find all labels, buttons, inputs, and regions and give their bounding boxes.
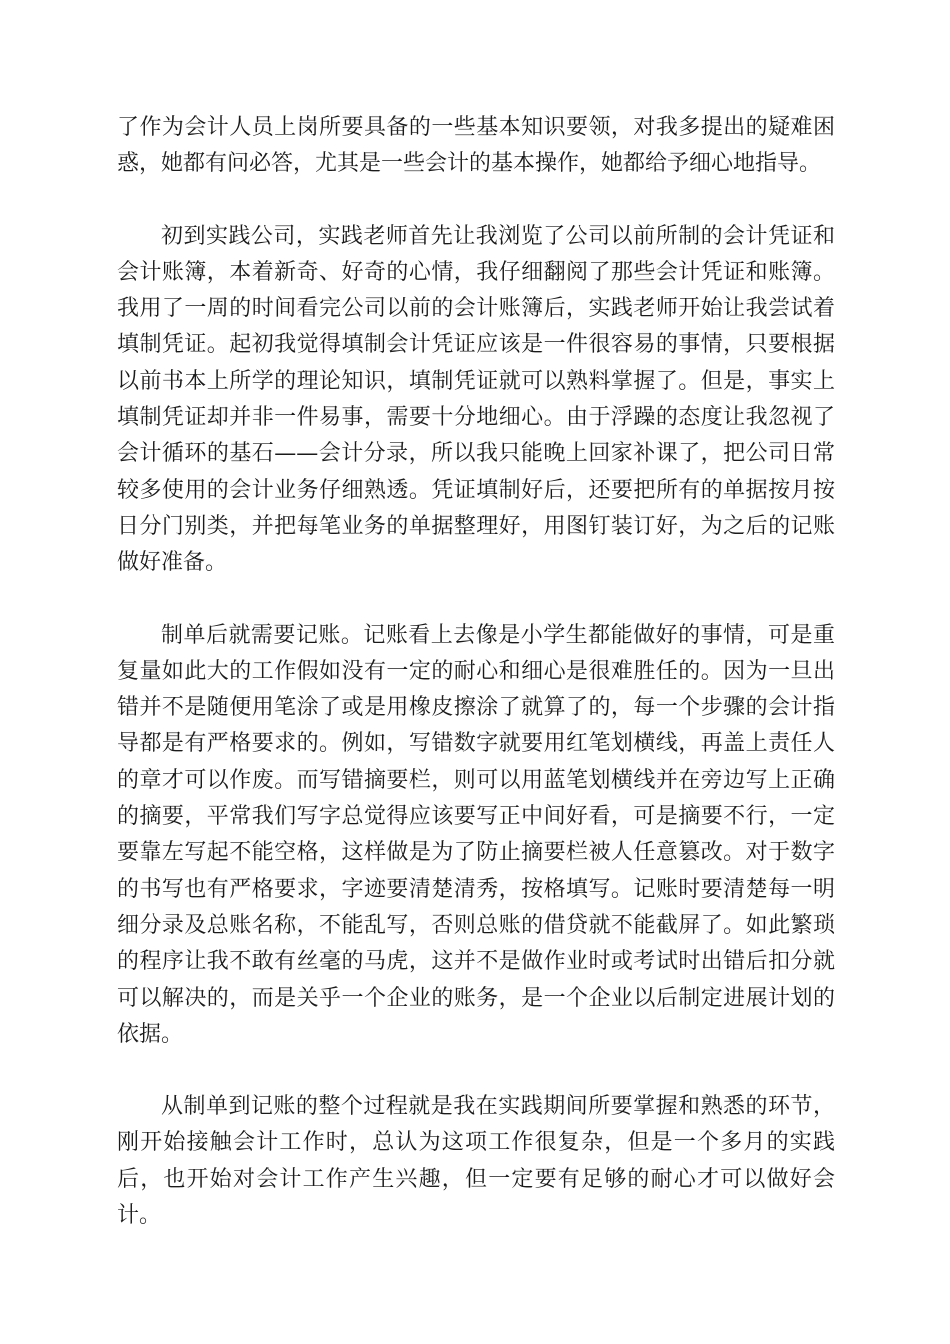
paragraph-voucher-filling: 初到实践公司，实践老师首先让我浏览了公司以前所制的会计凭证和会计账簿，本着新奇、好奇的心情，我仔细翻阅了那些会计凭证和账簿。我用了一周的时间看完公司以前的会计账簿后，实践老师开始让我尝试着填制凭证。起初我觉得填制会计凭证应该是一件很容易的事情，只要根据以前书本上所学的理论知识，填制凭证就可以熟料掌握了。但是，事实上填制凭证却并非一件易事，需要十分地细心。由于浮躁的态度让我忽视了会计循环的基石——会计分录，所以我只能晚上回家补课了，把公司日常较多使用的会计业务仔细熟透。凭证填制好后，还要把所有的单据按月按日分门别类，并把每笔业务的单据整理好，用图钉装订好，为之后的记账做好准备。 (117, 223, 835, 576)
paragraph-continued: 了作为会计人员上岗所要具备的一些基本知识要领，对我多提出的疑难困惑，她都有问必答，尤其是一些会计的基本操作，她都给予细心地指导。 (117, 115, 835, 177)
document-body (117, 110, 835, 1234)
paragraph-conclusion: 从制单到记账的整个过程就是我在实践期间所要掌握和熟悉的环节，刚开始接触会计工作时，总认为这项工作很复杂，但是一个多月的实践后，也开始对会计工作产生兴趣，但一定要有足够的耐心才可以做好会计。 (117, 1094, 835, 1229)
paragraph-bookkeeping: 制单后就需要记账。记账看上去像是小学生都能做好的事情，可是重复量如此大的工作假如没有一定的耐心和细心是很难胜任的。因为一旦出错并不是随便用笔涂了或是用橡皮擦涂了就算了的，每一个步骤的会计指导都是有严格要求的。例如，写错数字就要用红笔划横线，再盖上责任人的章才可以作废。而写错摘要栏，则可以用蓝笔划横线并在旁边写上正确的摘要，平常我们写字总觉得应该要写正中间好看，可是摘要不行，一定要靠左写起不能空格，这样做是为了防止摘要栏被人任意篡改。对于数字的书写也有严格要求，字迹要清楚清秀，按格填写。记账时要清楚每一明细分录及总账名称，不能乱写，否则总账的借贷就不能截屏了。如此繁琐的程序让我不敢有丝毫的马虎，这并不是做作业时或考试时出错后扣分就可以解决的，而是关乎一个企业的账务，是一个企业以后制定进展计划的依据。 (117, 622, 835, 1047)
